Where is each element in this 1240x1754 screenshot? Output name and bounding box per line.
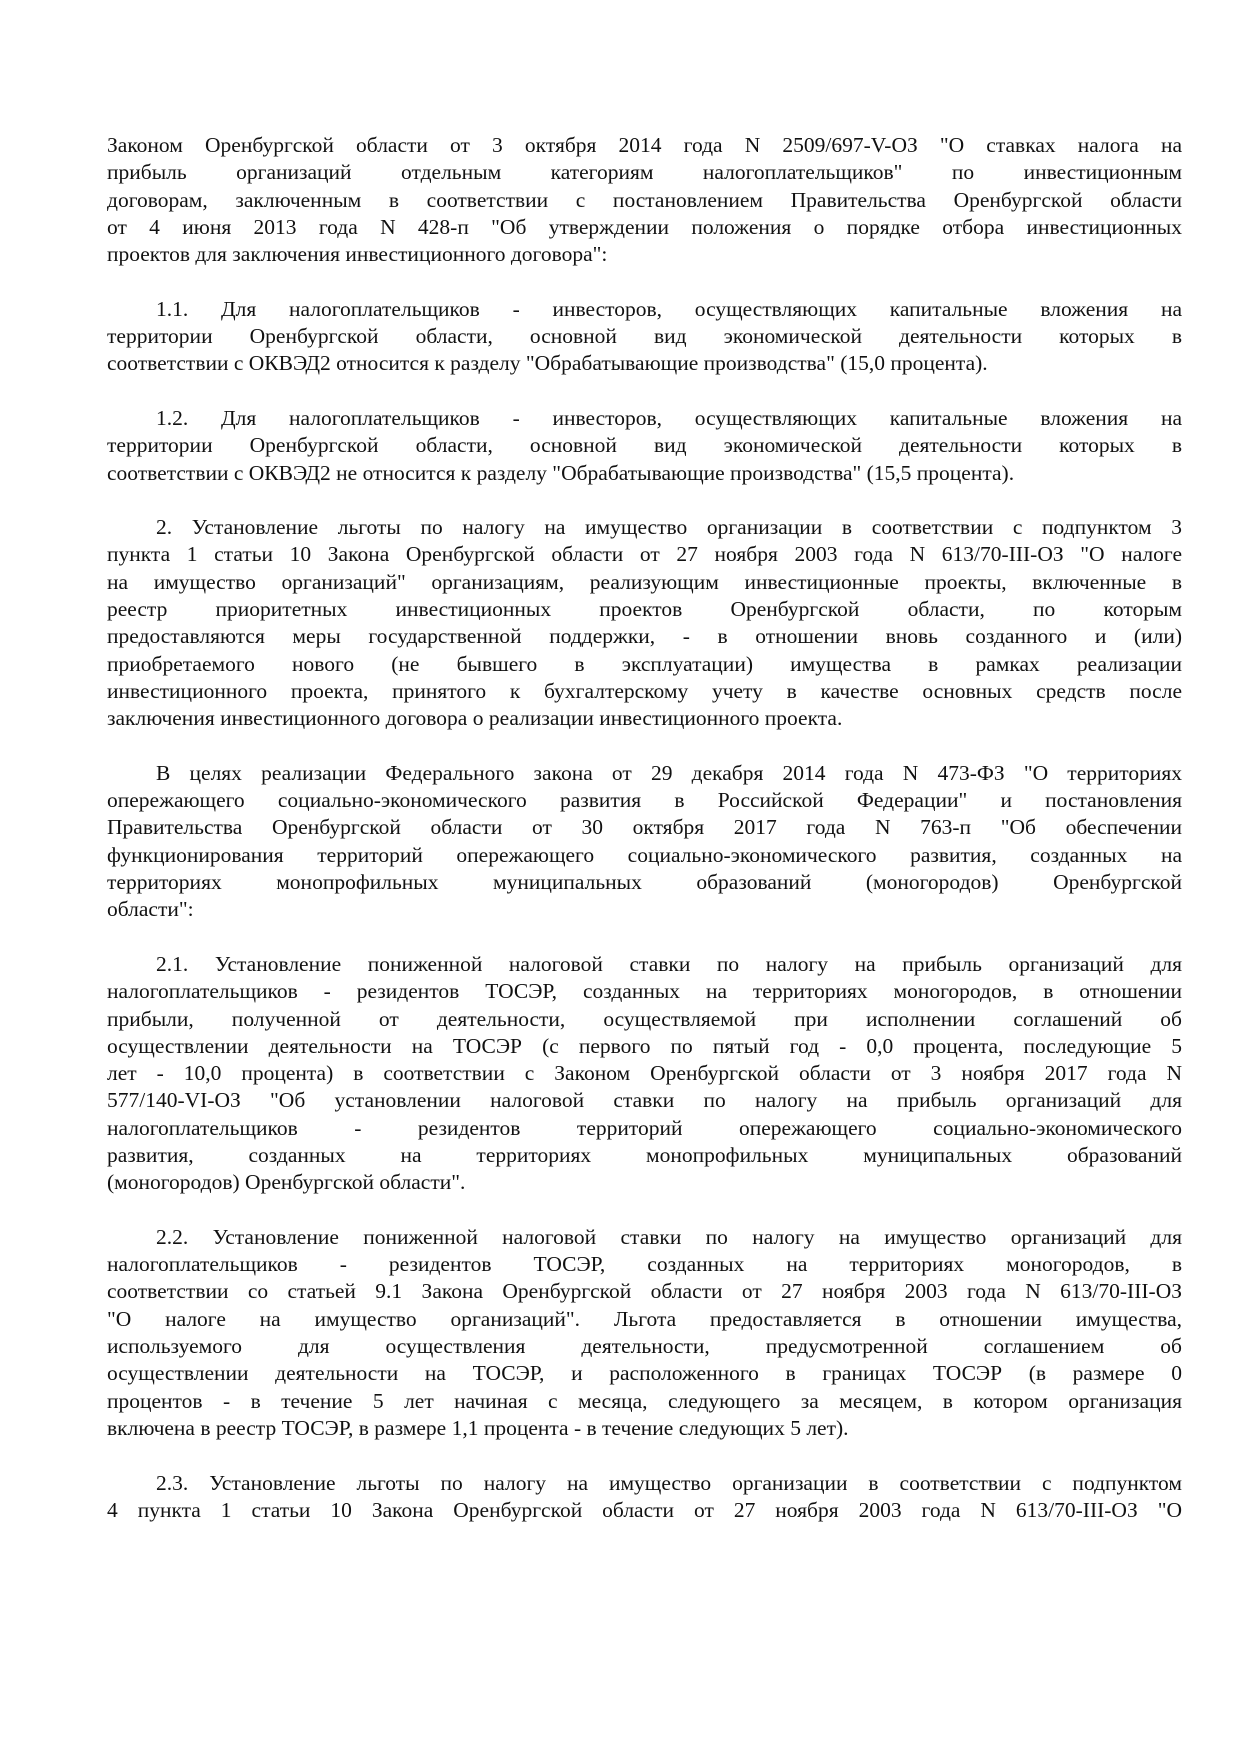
text-line: приобретаемого нового (не бывшего в эксплуатации) имущества в рамках реализации [107, 651, 1182, 676]
text-line: включена в реестр ТОСЭР, в размере 1,1 процента - в течение следующих 5 лет). [107, 1415, 849, 1440]
text-line: 1.2. Для налогоплательщиков - инвесторов, осуществляющих капитальные вложения на [156, 405, 1182, 430]
text-line: договорам, заключенным в соответствии с постановлением Правительства Оренбургской области [107, 187, 1182, 212]
text-line: заключения инвестиционного договора о реализации инвестиционного проекта. [107, 706, 843, 731]
paragraph-item-2-3 [107, 1470, 1182, 1525]
paragraph-item-2-1 [107, 951, 1182, 1197]
text-line: территории Оренбургской области, основной вид экономической деятельности которых в [107, 324, 1182, 349]
text-line: 1.1. Для налогоплательщиков - инвесторов, осуществляющих капитальные вложения на [156, 296, 1182, 321]
text-line: В целях реализации Федерального закона от 29 декабря 2014 года N 473-ФЗ "О территориях [156, 760, 1182, 785]
text-line: проектов для заключения инвестиционного договора": [107, 242, 608, 267]
text-line: процентов - в течение 5 лет начиная с месяца, следующего за месяцем, в котором организация [107, 1388, 1182, 1413]
text-line: прибыль организаций отдельным категориям налогоплательщиков" по инвестиционным [107, 160, 1182, 185]
text-line: налогоплательщиков - резидентов территорий опережающего социально-экономического [107, 1115, 1182, 1140]
text-line: налогоплательщиков - резидентов ТОСЭР, созданных на территориях моногородов, в отношении [107, 979, 1182, 1004]
text-line: лет - 10,0 процента) в соответствии с Законом Оренбургской области от 3 ноября 2017 года N [107, 1061, 1182, 1086]
text-line: инвестиционного проекта, принятого к бухгалтерскому учету в качестве основных средств после [107, 678, 1182, 703]
paragraph-tosed-preamble [107, 760, 1182, 924]
document-page [107, 132, 1182, 1524]
text-line: Законом Оренбургской области от 3 октября 2014 года N 2509/697-V-ОЗ "О ставках налога на [107, 133, 1182, 157]
text-line: 2.3. Установление льготы по налогу на имущество организации в соответствии с подпунктом [156, 1470, 1182, 1495]
text-line: осуществлении деятельности на ТОСЭР (с первого по пятый год - 0,0 процента, последующие 5 [107, 1033, 1182, 1058]
text-line: 4 пункта 1 статьи 10 Закона Оренбургской области от 27 ноября 2003 года N 613/70-III-ОЗ "О [107, 1497, 1182, 1522]
text-line: 2. Установление льготы по налогу на имущество организации в соответствии с подпунктом 3 [156, 515, 1182, 540]
text-line: прибыли, полученной от деятельности, осуществляемой при исполнении соглашений об [107, 1006, 1182, 1031]
text-line: "О налоге на имущество организаций". Льгота предоставляется в отношении имущества, [107, 1306, 1182, 1331]
text-line: от 4 июня 2013 года N 428-п "Об утверждении положения о порядке отбора инвестиционных [107, 214, 1182, 239]
text-line: территории Оренбургской области, основной вид экономической деятельности которых в [107, 433, 1182, 458]
text-line: области": [107, 897, 194, 922]
text-line: пункта 1 статьи 10 Закона Оренбургской области от 27 ноября 2003 года N 613/70-III-ОЗ "О налоге [107, 542, 1182, 567]
text-line: (моногородов) Оренбургской области". [107, 1170, 466, 1195]
paragraph-item-1-1 [107, 296, 1182, 378]
text-line: 2.1. Установление пониженной налоговой ставки по налогу на прибыль организаций для [156, 951, 1182, 976]
text-line: реестр приоритетных инвестиционных проектов Оренбургской области, по которым [107, 597, 1182, 622]
paragraph-item-2 [107, 514, 1182, 732]
text-line: 577/140-VI-ОЗ "Об установлении налоговой ставки по налогу на прибыль организаций для [107, 1088, 1182, 1113]
text-line: 2.2. Установление пониженной налоговой ставки по налогу на имущество организаций для [156, 1224, 1182, 1249]
paragraph-item-2-2 [107, 1224, 1182, 1442]
text-line: используемого для осуществления деятельности, предусмотренной соглашением об [107, 1334, 1182, 1359]
text-line: на имущество организаций" организациям, реализующим инвестиционные проекты, включенные в [107, 569, 1182, 594]
text-line: осуществлении деятельности на ТОСЭР, и расположенного в границах ТОСЭР (в размере 0 [107, 1361, 1182, 1386]
text-line: соответствии с ОКВЭД2 не относится к разделу "Обрабатывающие производства" (15,5 процента). [107, 460, 1015, 485]
text-line: функционирования территорий опережающего социально-экономического развития, созданных на [107, 842, 1182, 867]
paragraph-intro-continuation [107, 132, 1182, 268]
text-line: соответствии с ОКВЭД2 относится к разделу "Обрабатывающие производства" (15,0 процента). [107, 351, 988, 376]
text-line: налогоплательщиков - резидентов ТОСЭР, созданных на территориях моногородов, в [107, 1252, 1182, 1277]
text-line: опережающего социально-экономического развития в Российской Федерации" и постановления [107, 788, 1182, 813]
text-line: территориях монопрофильных муниципальных образований (моногородов) Оренбургской [107, 870, 1182, 895]
paragraph-item-1-2 [107, 405, 1182, 487]
text-line: развития, созданных на территориях монопрофильных муниципальных образований [107, 1142, 1182, 1167]
text-line: предоставляются меры государственной поддержки, - в отношении вновь созданного и (или) [107, 624, 1182, 649]
text-line: соответствии со статьей 9.1 Закона Оренбургской области от 27 ноября 2003 года N 613/70-III-ОЗ [107, 1279, 1182, 1304]
text-line: Правительства Оренбургской области от 30 октября 2017 года N 763-п "Об обеспечении [107, 815, 1182, 840]
